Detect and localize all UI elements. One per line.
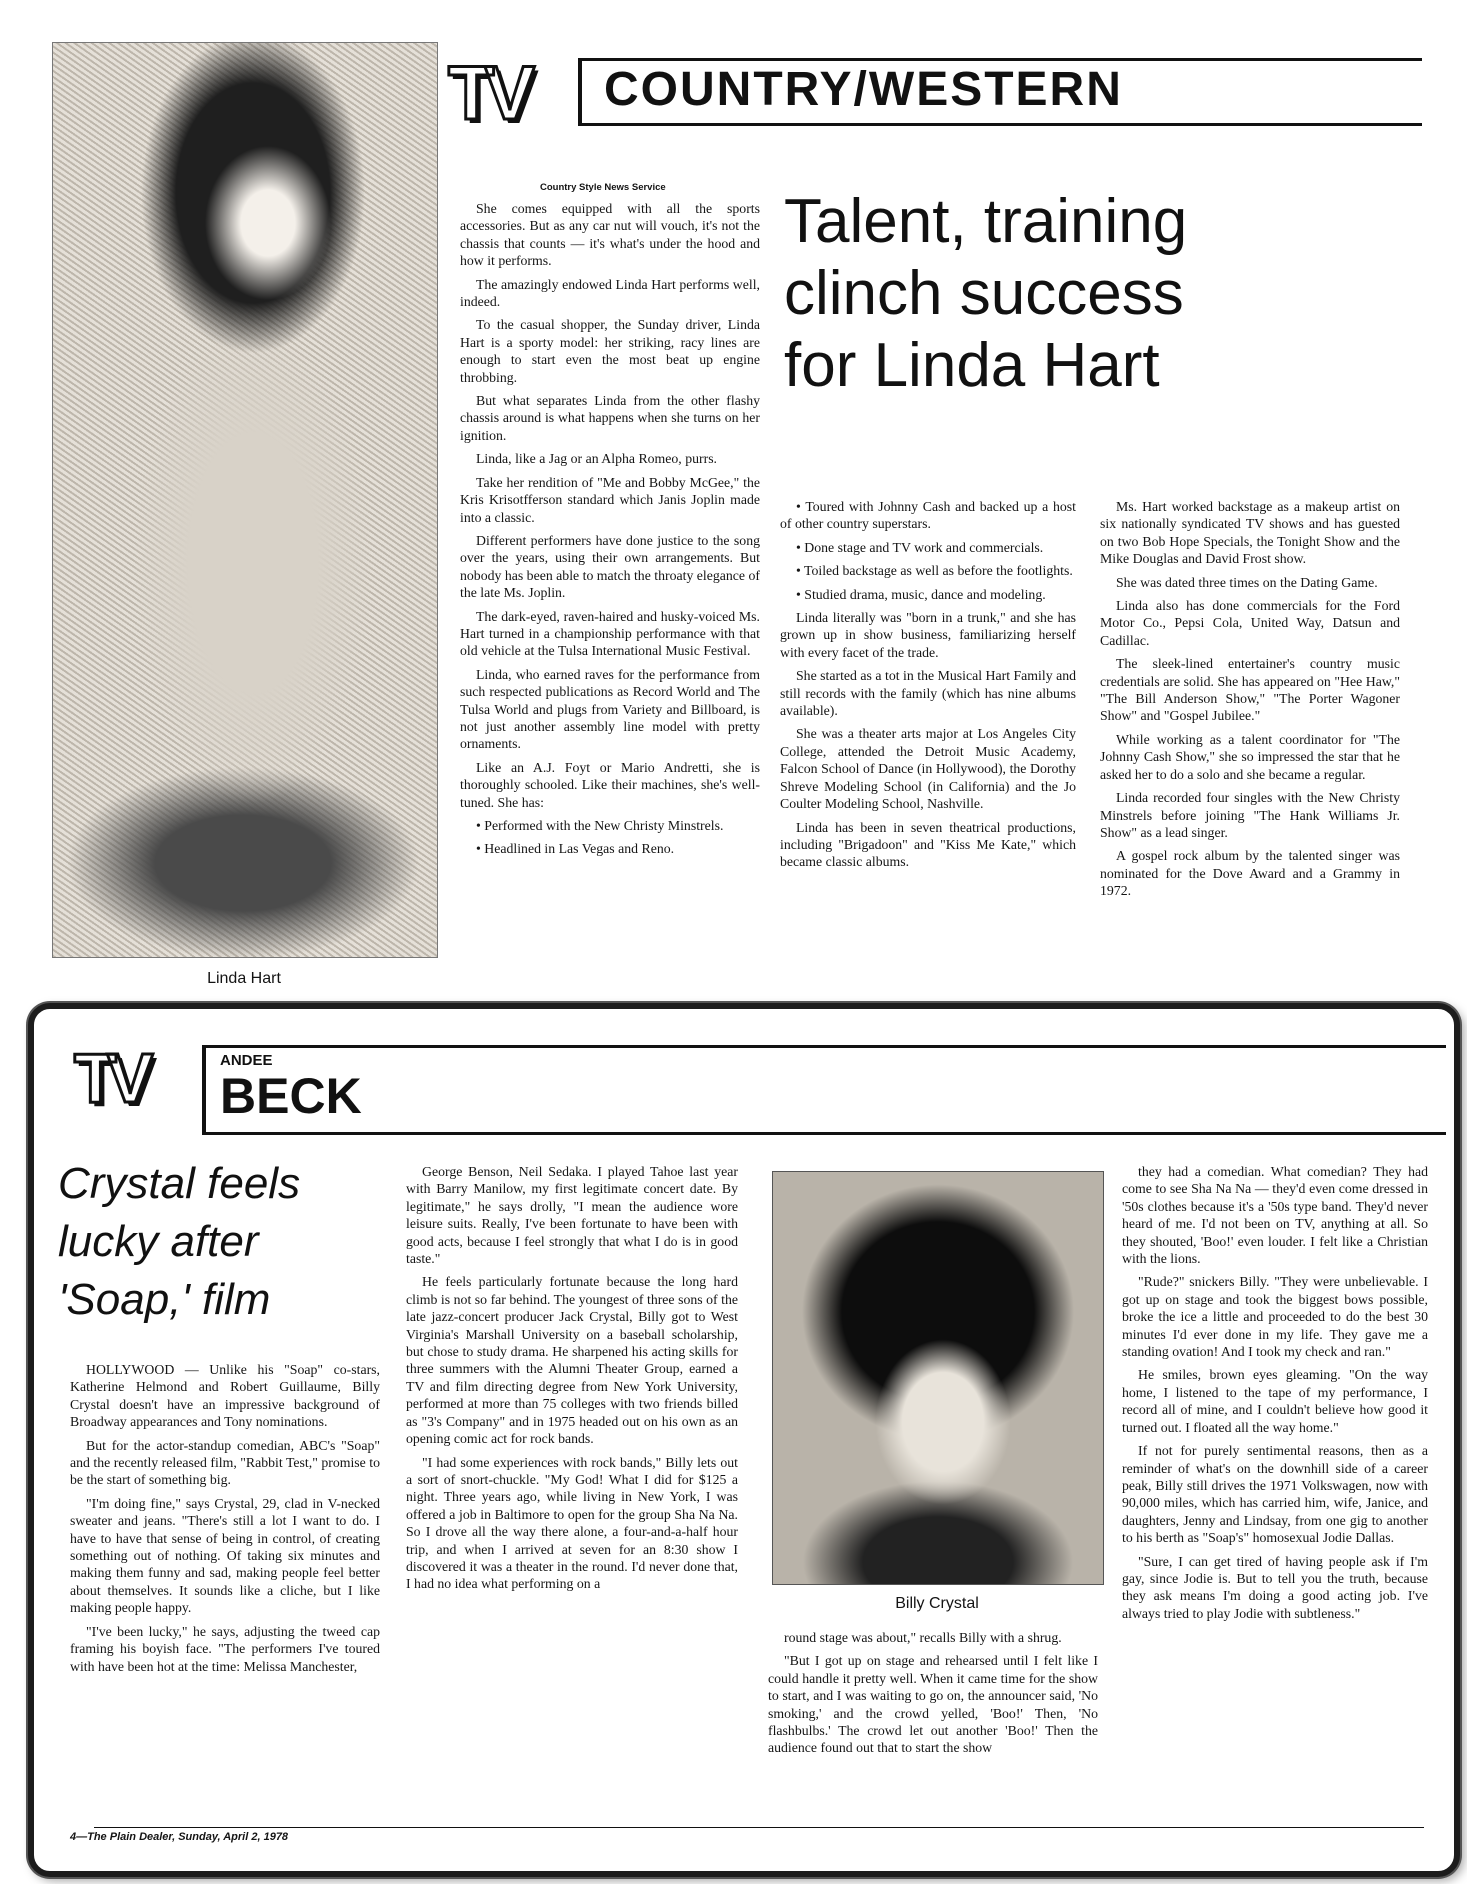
paragraph: "But I got up on stage and rehearsed until I felt like I could handle it pretty well. When it came time for the show to start, and I was waiting to go on, the announcer said, 'No smoking,' and the crowd yelled, 'Boo!' Then, 'No flashbulbs.' The crowd let out another 'Boo!' Then the audience found out that to start the show: [768, 1653, 1098, 1756]
byline-last-name: BECK: [220, 1068, 362, 1124]
byline-first-name: ANDEE: [220, 1052, 273, 1069]
paragraph: • Studied drama, music, dance and modeling.: [796, 586, 1046, 602]
paragraph: • Headlined in Las Vegas and Reno.: [476, 841, 675, 857]
paragraph: He feels particularly fortunate because the long hard climb is not so far behind. The youngest of three sons of the late jazz-concert producer Jack Crystal, Billy got to West Virginia's Marshall University on a baseball scholarship, but chose to study drama. He sharpened his acting skills for three summers with the Alumni Theater Group, earned a TV and film directing degree from New York University, performed at more than 75 colleges with two friends billed as "3's Company" and in 1975 headed out on his own as an opening comic act for rock bands.: [406, 1274, 738, 1447]
linda-hart-article: [44, 40, 1424, 1000]
paragraph: Like an A.J. Foyt or Mario Andretti, she is thoroughly schooled. Like their machines, she's well-tuned. She has:: [460, 759, 760, 810]
paragraph: Linda, like a Jag or an Alpha Romeo, purrs.: [476, 451, 718, 467]
article-column-4: [1122, 1163, 1428, 1803]
newspaper-footer: 4—The Plain Dealer, Sunday, April 2, 1978: [70, 1831, 289, 1843]
article-headline: [784, 186, 1424, 402]
paragraph: Linda also has done commercials for the Ford Motor Co., Pepsi Cola, United Way, Datsun and Cadillac.: [1100, 598, 1400, 648]
headline-line-2: clinch success: [784, 259, 1184, 328]
paragraph: Linda recorded four singles with the New Christy Minstrels before joining "The Hank Williams Jr. Show" as a lead singer.: [1100, 790, 1400, 840]
article-column-1: [460, 200, 760, 1000]
paragraph: Linda, who earned raves for the performance from such respected publications as Record World and The Tulsa World and plugs from Variety and Billboard, is not just another assembly line model with pretty ornaments.: [460, 666, 760, 752]
paragraph: "Sure, I can get tired of having people ask if I'm gay, since Jodie is. But to tell you the truth, because they ask means I'm doing a good acting job. I've always tried to play Jodie with subtleness.": [1122, 1553, 1428, 1621]
paragraph: But what separates Linda from the other flashy chassis around is what happens when she turns on her ignition.: [460, 393, 760, 443]
paragraph: "I've been lucky," he says, adjusting the tweed cap framing his boyish face. "The performers I've toured with have been hot at the time: Melissa Manchester,: [70, 1623, 380, 1674]
paragraph: Ms. Hart worked backstage as a makeup artist on six nationally syndicated TV shows and has guested on two Bob Hope Specials, the Tonight Show and the Mike Douglas and David Frost show.: [1100, 499, 1400, 567]
paragraph: round stage was about," recalls Billy with a shrug.: [784, 1630, 1062, 1645]
paragraph: Take her rendition of "Me and Bobby McGee," the Kris Krisotfferson standard which Janis Joplin made into a classic.: [460, 474, 760, 525]
paragraph: • Toured with Johnny Cash and backed up a host of other country superstars.: [780, 499, 1076, 532]
news-service-credit: Country Style News Service: [540, 182, 666, 193]
paragraph: While working as a talent coordinator for "The Johnny Cash Show," she so impressed the star that he asked her to do a solo and she became a regular.: [1100, 731, 1400, 782]
paragraph: George Benson, Neil Sedaka. I played Tahoe last year with Barry Manilow, my first legitimate concert date. By legitimate," he says drolly, "I mean the audience wore leisure suits. Really, I've been fortunate to have been with good acts, because I feel strongly that what I do is in good taste.": [406, 1164, 738, 1267]
paragraph: • Toiled backstage as well as before the footlights.: [796, 563, 1073, 579]
paragraph: Linda literally was "born in a trunk," and she has grown up in show business, familiarizing herself with every facet of the trade.: [780, 610, 1076, 660]
article-column-2: [780, 498, 1076, 998]
paragraph: "I had some experiences with rock bands," Billy lets out a sort of snort-chuckle. "My God! What I did for $125 a night. Three years ago, while living in New York, I was offered a job in Baltimore to open for the group Sha Na Na. So I drove all the way there alone, a four-and-a-half hour trip, and when I arrived at seven for an 8:30 show I discovered it was a theater in the round. I'd never done that, I had no idea what performing on a: [406, 1454, 738, 1592]
paragraph: "Rude?" snickers Billy. "They were unbelievable. I got up on stage and took the biggest bows possible, broke the ice a little and proceeded to do the best 30 minutes I'd ever done in my life. They gave me a standing ovation! And I took my check and ran.": [1122, 1274, 1428, 1360]
billy-crystal-article: [28, 1003, 1460, 1877]
paragraph: She comes equipped with all the sports accessories. But as any car nut will vouch, it's not the chassis that counts — it's what's under the hood and how it performs.: [460, 201, 760, 269]
paragraph: The dark-eyed, raven-haired and husky-voiced Ms. Hart turned in a championship performance with that old vehicle at the Tulsa International Music Festival.: [460, 608, 760, 659]
linda-hart-photo: [52, 42, 438, 958]
article-column-3: [768, 1629, 1098, 1809]
article-column-1: [70, 1361, 380, 1801]
headline-line-1: Crystal feels: [58, 1159, 301, 1208]
paragraph: She was a theater arts major at Los Angeles City College, attended the Detroit Music Academy, Falcon School of Dance (in Hollywood), the Dorothy Shreve Modeling School (in California) and the Jo Coulter Modeling School, Nashville.: [780, 726, 1076, 812]
linda-hart-photo-caption: Linda Hart: [207, 970, 281, 987]
paragraph: they had a comedian. What comedian? They had come to see Sha Na Na — they'd even come dressed in '50s clothes because it's a '50s type band. They'd never heard of me. I'd not been on TV, anything at all. So they shouted, 'Boo!' even louder. I felt like a Christian with the lions.: [1122, 1164, 1428, 1267]
footer-rule: [94, 1827, 1424, 1828]
article-headline: [58, 1155, 378, 1329]
paragraph: The sleek-lined entertainer's country music credentials are solid. She has appeared on "Hee Haw," "The Bill Anderson Show," "The Porter Wagoner Show" and "Gospel Jubilee.": [1100, 656, 1400, 724]
article-column-2: [406, 1163, 738, 1803]
tv-logo: TV: [74, 1039, 144, 1117]
headline-line-1: Talent, training: [784, 187, 1188, 256]
paragraph: She started as a tot in the Musical Hart Family and still records with the family (which has nine albums available).: [780, 668, 1076, 719]
paragraph: HOLLYWOOD — Unlike his "Soap" co-stars, Katherine Helmond and Robert Guillaume, Billy Crystal doesn't have an impressive background of Broadway appearances and Tony nominations.: [70, 1362, 380, 1430]
paragraph: • Done stage and TV work and commercials.: [796, 539, 1044, 555]
headline-line-3: for Linda Hart: [784, 331, 1160, 400]
section-title: COUNTRY/WESTERN: [604, 63, 1123, 116]
paragraph: Different performers have done justice to the song over the years, using their own arrangements. But nobody has been able to match the throaty elegance of the late Ms. Joplin.: [460, 532, 760, 601]
column-header-bar: [202, 1045, 1446, 1135]
billy-crystal-photo: [772, 1171, 1104, 1585]
billy-crystal-photo-caption: Billy Crystal: [895, 1595, 979, 1612]
headline-line-2: lucky after: [58, 1217, 259, 1266]
paragraph: If not for purely sentimental reasons, then as a reminder of what's on the downhill side of a career peak, Billy still drives the 1971 Volkswagen, now with 90,000 miles, which has carried him, wife, Janice, and daughters, Jenny and Lindsay, from one gig to another to his berth as "Soap's" homosexual Jodie Dallas.: [1122, 1443, 1428, 1546]
paragraph: "I'm doing fine," says Crystal, 29, clad in V-necked sweater and jeans. "There's still a lot I want to do. I have to have that sense of being in control, of creating something out of nothing. Of taking six minutes and making them funny and sad, making people feel better about themselves. It sounds like a cliche, but I like making people happy.: [70, 1495, 380, 1616]
paragraph: But for the actor-standup comedian, ABC's "Soap" and the recently released film, "Rabbit Test," promise to be the start of something big.: [70, 1437, 380, 1488]
article-column-3: [1100, 498, 1400, 998]
paragraph: Linda has been in seven theatrical productions, including "Brigadoon" and "Kiss Me Kate," which became classic albums.: [780, 819, 1076, 870]
paragraph: The amazingly endowed Linda Hart performs well, indeed.: [460, 276, 760, 310]
tv-logo: TV: [448, 51, 526, 136]
paragraph: She was dated three times on the Dating Game.: [1116, 574, 1378, 590]
paragraph: • Performed with the New Christy Minstrels.: [476, 818, 724, 833]
paragraph: To the casual shopper, the Sunday driver, Linda Hart is a sporty model: her striking, racy lines are enough to start even the most beat up engine throbbing.: [460, 317, 760, 385]
paragraph: A gospel rock album by the talented singer was nominated for the Dove Award and a Grammy in 1972.: [1100, 848, 1400, 899]
paragraph: He smiles, brown eyes gleaming. "On the way home, I listened to the tape of my performance, I record all of mine, and I couldn't believe how good it turned out. I floated all the way home.": [1122, 1367, 1428, 1435]
headline-line-3: 'Soap,' film: [58, 1275, 271, 1324]
